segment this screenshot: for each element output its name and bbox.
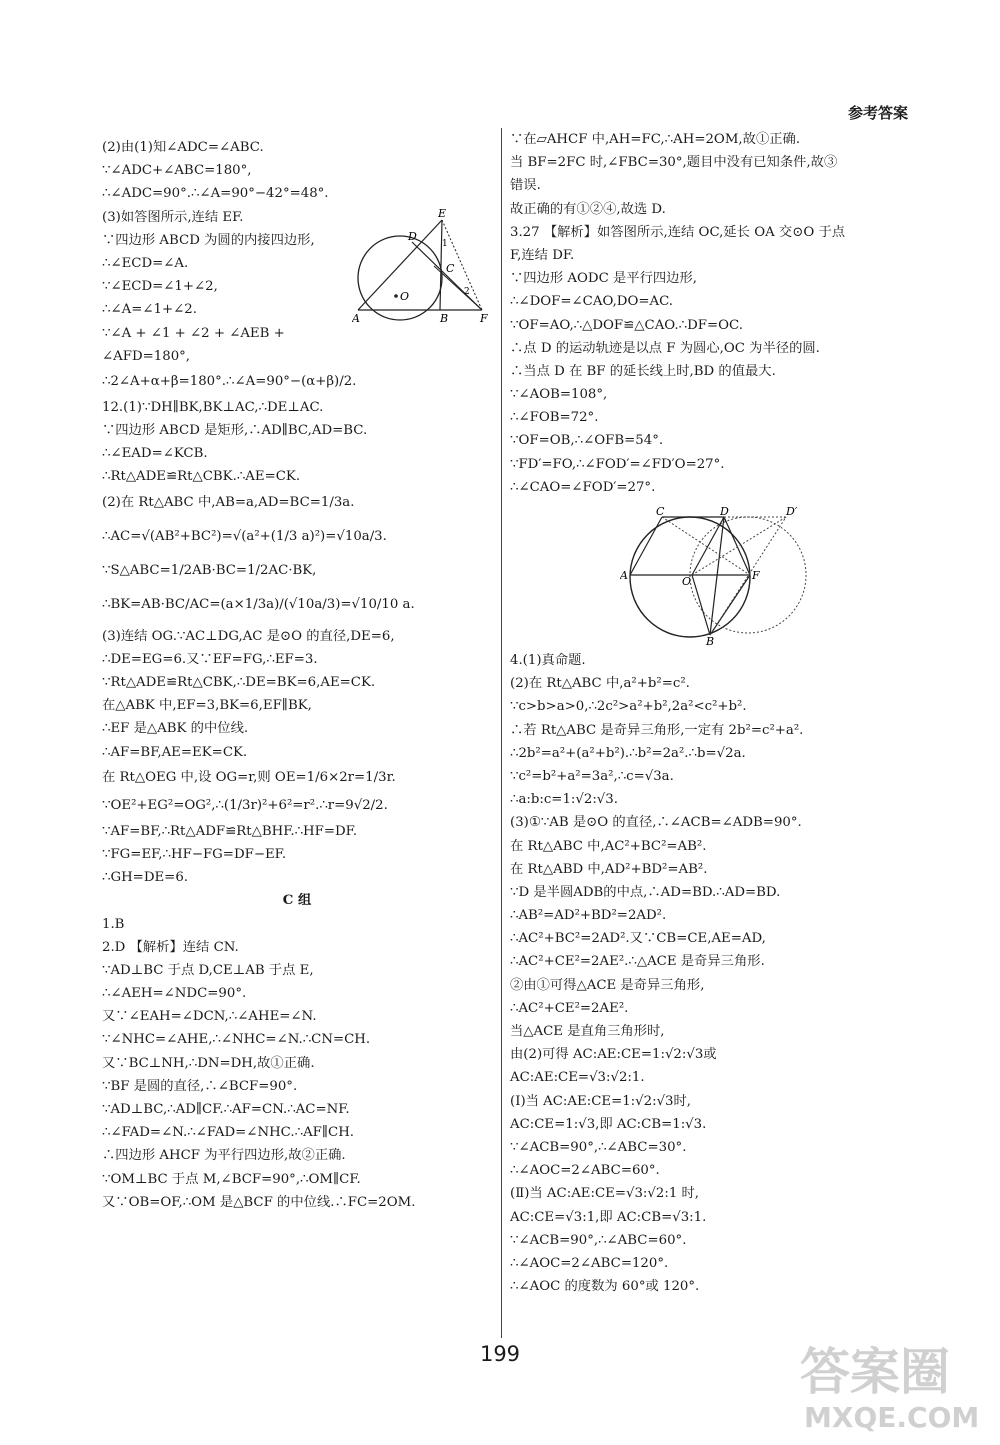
text-line: 当 BF=2FC 时,∠FBC=30°,题目中没有已知条件,故③ bbox=[510, 155, 838, 171]
figure-2-label: C bbox=[656, 505, 665, 518]
figure-2-label: B bbox=[706, 635, 715, 645]
text-line: ∴∠ADC=90°.∴∠A=90°−42°=48°. bbox=[102, 186, 329, 202]
figure-2-label: O bbox=[682, 575, 692, 588]
figure-1-label: O bbox=[400, 290, 410, 303]
text-line: AC:CE=√3:1,即 AC:CB=√3:1. bbox=[510, 1209, 707, 1225]
text-line: ∴∠EAD=∠KCB. bbox=[102, 446, 208, 462]
text-line: 在△ABK 中,EF=3,BK=6,EF∥BK, bbox=[102, 698, 312, 714]
text-line: ∴∠AOC=2∠ABC=120°. bbox=[510, 1255, 669, 1271]
text-line: ∴∠CAO=∠FOD′=27°. bbox=[510, 479, 656, 495]
text-line: 又∵∠EAH=∠DCN,∴∠AHE=∠N. bbox=[102, 1009, 317, 1025]
text-line: ∴∠ECD=∠A. bbox=[102, 255, 189, 271]
text-line: (3)①∵AB 是⊙O 的直径,∴∠ACB=∠ADB=90°. bbox=[510, 815, 802, 831]
text-line: ∵∠ACB=90°,∴∠ABC=60°. bbox=[510, 1232, 687, 1248]
text-line: ∴AC²+CE²=2AE².∴△ACE 是奇异三角形. bbox=[510, 954, 765, 970]
text-line: ∴若 Rt△ABC 是奇异三角形,一定有 2b²=c²+a². bbox=[510, 722, 804, 738]
text-line: ∵OF=AO,∴△DOF≌△CAO.∴DF=OC. bbox=[510, 317, 743, 333]
text-line: ∵BF 是圆的直径,∴∠BCF=90°. bbox=[102, 1078, 298, 1094]
figure-1-label: 2 bbox=[464, 287, 470, 297]
text-line: ∵四边形 AODC 是平行四边形, bbox=[510, 271, 697, 287]
text-line: ∵AF=BF,∴Rt△ADF≌Rt△BHF.∴HF=DF. bbox=[102, 823, 358, 839]
text-line: ∵四边形 ABCD 是矩形,∴AD∥BC,AD=BC. bbox=[102, 423, 368, 439]
text-line: ②由①可得△ACE 是奇异三角形, bbox=[510, 977, 705, 993]
text-line: ∴∠AOC 的度数为 60°或 120°. bbox=[510, 1279, 700, 1295]
figure-1-label: E bbox=[438, 207, 447, 220]
text-line: ∵在▱AHCF 中,AH=FC,∴AH=2OM,故①正确. bbox=[510, 132, 801, 147]
text-line: ∵S△ABC=1/2AB·BC=1/2AC·BK, bbox=[102, 562, 317, 578]
text-line: ∴∠FAD=∠N.∴∠FAD=∠NHC.∴AF∥CH. bbox=[102, 1125, 355, 1141]
right-column bbox=[510, 128, 910, 1298]
text-line: ∵FG=EF,∴HF−FG=DF−EF. bbox=[102, 846, 287, 862]
figure-1-label: B bbox=[440, 312, 449, 325]
text-line: ∵四边形 ABCD 为圆的内接四边形, bbox=[102, 232, 315, 248]
text-line: 错误. bbox=[510, 178, 541, 194]
text-line: ∴a:b:c=1:√2:√3. bbox=[510, 792, 618, 808]
text-line: ∵OE²+EG²=OG²,∴(1/3r)²+6²=r².∴r=9√2/2. bbox=[102, 797, 388, 813]
text-line: ∵OF=OB,∴∠OFB=54°. bbox=[510, 433, 664, 449]
circle bbox=[358, 236, 442, 320]
text-line: AC:AE:CE=√3:√2:1. bbox=[510, 1070, 645, 1086]
text-line: 在 Rt△ABD 中,AD²+BD²=AB². bbox=[510, 861, 708, 877]
text-line: ∵∠ACB=90°,∴∠ABC=30°. bbox=[510, 1139, 687, 1155]
text-line: (2)在 Rt△ABC 中,AB=a,AD=BC=1/3a. bbox=[102, 494, 355, 510]
geometry-figure-1 bbox=[352, 206, 492, 331]
figure-1-label: 1 bbox=[442, 239, 448, 249]
column-divider bbox=[501, 128, 502, 1338]
text-line: (3)如答图所示,连结 EF. bbox=[102, 209, 244, 225]
text-line: ∴Rt△ADE≌Rt△CBK.∴AE=CK. bbox=[102, 469, 301, 485]
text-line: ∵∠AOB=108°, bbox=[510, 387, 608, 403]
text-line: C 组 bbox=[282, 893, 312, 909]
geometry-figure-2 bbox=[620, 505, 820, 645]
page-number: 199 bbox=[479, 1342, 521, 1366]
figure-1-label: A bbox=[352, 312, 360, 325]
text-line: F,连结 DF. bbox=[510, 247, 575, 263]
text-line: ∴EF 是△ABK 的中位线. bbox=[102, 721, 249, 737]
text-line: 又∵OB=OF,∴OM 是△BCF 的中位线.∴FC=2OM. bbox=[102, 1194, 416, 1210]
text-line: ∴AB²=AD²+BD²=2AD². bbox=[510, 908, 667, 924]
svg-text:答案圈: 答案圈 bbox=[800, 1343, 950, 1401]
text-line: (2)在 Rt△ABC 中,a²+b²=c². bbox=[510, 676, 690, 692]
text-line: 当△ACE 是直角三角形时, bbox=[510, 1024, 665, 1039]
text-line: ∴∠AOC=2∠ABC=60°. bbox=[510, 1163, 660, 1179]
text-line: ∴AF=BF,AE=EK=CK. bbox=[102, 744, 248, 760]
text-line: ∴AC=√(AB²+BC²)=√(a²+(1/3 a)²)=√10a/3. bbox=[102, 528, 387, 544]
text-line: ∴∠DOF=∠CAO,DO=AC. bbox=[510, 294, 674, 310]
text-line: ∴GH=DE=6. bbox=[102, 870, 189, 886]
text-line: 3.27 【解析】如答图所示,连结 OC,延长 OA 交⊙O 于点 bbox=[510, 224, 846, 240]
text-line: 在 Rt△ABC 中,AC²+BC²=AB². bbox=[510, 838, 707, 854]
text-line: ∵FD′=FO,∴∠FOD′=∠FD′O=27°. bbox=[510, 456, 725, 472]
text-line: ∴AC²+CE²=2AE². bbox=[510, 1000, 629, 1016]
text-line: ∵∠A + ∠1 + ∠2 + ∠AEB + bbox=[102, 325, 285, 341]
text-line: ∵c²=b²+a²=3a²,∴c=√3a. bbox=[510, 768, 674, 784]
text-line: ∴∠FOB=72°. bbox=[510, 410, 599, 426]
text-line: 12.(1)∵DH∥BK,BK⊥AC,∴DE⊥AC. bbox=[102, 399, 324, 415]
text-line: ∵AD⊥BC 于点 D,CE⊥AB 于点 E, bbox=[102, 962, 314, 978]
text-line: ∴∠A=∠1+∠2. bbox=[102, 302, 197, 318]
text-line: 故正确的有①②④,故选 D. bbox=[510, 201, 666, 217]
text-line: ∵∠ADC+∠ABC=180°, bbox=[102, 163, 252, 179]
text-line: (Ⅰ)当 AC:AE:CE=1:√2:√3时, bbox=[510, 1093, 692, 1109]
text-line: 在 Rt△OEG 中,设 OG=r,则 OE=1/6×2r=1/3r. bbox=[102, 769, 396, 785]
text-line: 2.D 【解析】连结 CN. bbox=[102, 939, 239, 955]
text-line: (Ⅱ)当 AC:AE:CE=√3:√2:1 时, bbox=[510, 1186, 700, 1202]
text-line: ∴四边形 AHCF 为平行四边形,故②正确. bbox=[102, 1148, 346, 1164]
svg-text:MXQE.COM: MXQE.COM bbox=[804, 1401, 980, 1434]
text-line: 又∵BC⊥NH,∴DN=DH,故①正确. bbox=[102, 1055, 315, 1071]
figure-2-label: F bbox=[752, 569, 760, 582]
watermark-logo bbox=[792, 1327, 982, 1437]
text-line: ∴BK=AB·BC/AC=(a×1/3a)/(√10a/3)=√10/10 a. bbox=[102, 596, 415, 612]
text-line: ∴当点 D 在 BF 的延长线上时,BD 的值最大. bbox=[510, 363, 776, 379]
figure-1-label: F bbox=[480, 312, 488, 325]
text-line: 4.(1)真命题. bbox=[510, 653, 586, 668]
text-line: ∵∠ECD=∠1+∠2, bbox=[102, 279, 218, 295]
text-line: (2)由(1)知∠ADC=∠ABC. bbox=[102, 140, 264, 155]
text-line: ∠AFD=180°, bbox=[102, 348, 191, 364]
figure-2-label: A bbox=[620, 569, 628, 582]
text-line: (3)连结 OG.∵AC⊥DG,AC 是⊙O 的直径,DE=6, bbox=[102, 628, 395, 644]
text-line: ∵Rt△ADE≌Rt△CBK,∴DE=BK=6,AE=CK. bbox=[102, 675, 376, 690]
figure-1-label: D bbox=[408, 230, 417, 243]
text-line: ∴2b²=a²+(a²+b²).∴b²=2a².∴b=√2a. bbox=[510, 745, 746, 761]
text-line: ∵AD⊥BC,∴AD∥CF.∴AF=CN.∴AC=NF. bbox=[102, 1102, 350, 1117]
page-header-title: 参考答案 bbox=[847, 104, 908, 122]
text-line: ∵∠NHC=∠AHE,∴∠NHC=∠N.∴CN=CH. bbox=[102, 1032, 371, 1048]
figure-2-label: D′ bbox=[786, 505, 798, 518]
text-line: 由(2)可得 AC:AE:CE=1:√2:√3或 bbox=[510, 1047, 717, 1063]
text-line: ∵c>b>a>0,∴2c²>a²+b²,2a²<c²+b². bbox=[510, 699, 747, 715]
text-line: ∴2∠A+α+β=180°.∴∠A=90°−(α+β)/2. bbox=[102, 373, 357, 389]
text-line: ∵D 是半圆ADB的中点,∴AD=BD.∴AD=BD. bbox=[510, 884, 781, 900]
text-line: ∴点 D 的运动轨迹是以点 F 为圆心,OC 为半径的圆. bbox=[510, 340, 820, 356]
text-line: ∴DE=EG=6.又∵EF=FG,∴EF=3. bbox=[102, 651, 318, 667]
figure-1-label: C bbox=[446, 262, 455, 275]
figure-2-label: D bbox=[720, 505, 729, 518]
text-line: ∴∠AEH=∠NDC=90°. bbox=[102, 986, 247, 1002]
text-line: 1.B bbox=[102, 916, 125, 932]
text-line: AC:CE=1:√3,即 AC:CB=1:√3. bbox=[510, 1116, 707, 1132]
text-line: ∴AC²+BC²=2AD².又∵CB=CE,AE=AD, bbox=[510, 931, 766, 947]
text-line: ∵OM⊥BC 于点 M,∠BCF=90°,∴OM∥CF. bbox=[102, 1171, 361, 1187]
